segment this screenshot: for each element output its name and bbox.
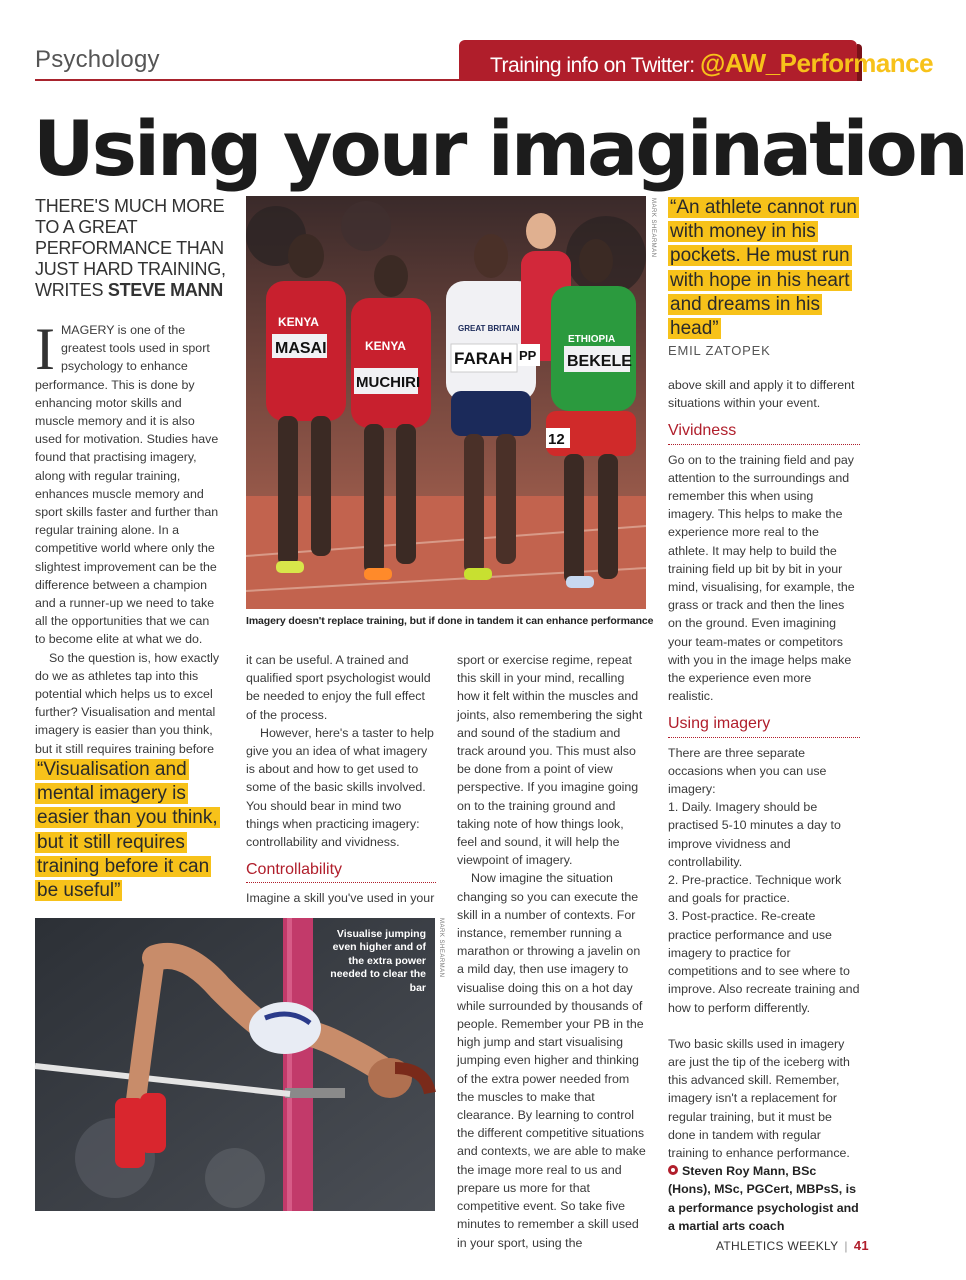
pull-quote-right (668, 196, 858, 341)
twitter-handle-link[interactable]: @AW_Performance (699, 48, 934, 78)
bib-bekele: BEKELE (567, 353, 632, 370)
col4-paragraph-3: There are three separate occasions when you can use imagery: (668, 745, 827, 797)
twitter-banner-text (490, 48, 933, 79)
col4-paragraph-1: above skill and apply it to different situations within your event. (668, 378, 855, 411)
twitter-prefix: Training info on Twitter: (490, 54, 695, 77)
footer-separator: | (844, 1239, 848, 1253)
col4-paragraph-2: Go on to the training field and pay attention to the surroundings and remember this when using imagery. This helps to make the experience more real to the athlete. It may help to build the training field up bit by bit in your mind, visualising, for example, the grass or track and then the lines on the ground. Even imagining your team-mates or competitors with you in the image helps make the experience even more realistic. (668, 452, 855, 704)
col3-paragraph-1: sport or exercise regime, repeat this skill in your mind, recalling how it felt within the muscles and joints, also remembering the sight and sound of the stadium and track around you. This must also be done from a point of view perspective. If you imagine going on to the training ground and taking note of how things look, feel and sound, it will help the viewpoint of imagery. (457, 653, 643, 868)
photo-runners-credit: MARK SHEARMAN (650, 198, 656, 258)
body-column-1 (35, 316, 220, 758)
author-bio (668, 1162, 860, 1235)
bib-pp: PP (519, 348, 537, 363)
bib-number-12: 12 (548, 431, 565, 448)
quote-author: EMIL ZATOPEK (668, 343, 771, 358)
bib-kenya-2: KENYA (365, 339, 406, 353)
col2-paragraph-3: Imagine a skill you've used in your (246, 891, 435, 906)
subhead-using-imagery: Using imagery (668, 715, 860, 737)
page-number: 41 (853, 1238, 869, 1253)
drop-cap: I (35, 316, 55, 382)
body-column-4 (668, 376, 860, 1235)
col4-list-item-1: 1. Daily. Imagery should be practised 5-10 minutes a day to improve vividness and controllability. (668, 800, 841, 869)
subhead-controllability: Controllability (246, 861, 436, 883)
col2-paragraph-1: it can be useful. A trained and qualified sport psychologist would be needed to enjoy the full effect of the process. (246, 653, 431, 722)
col2-paragraph-2: However, here's a taster to help give you an idea of what imagery is about and how to get used to some of the basic skills involved. You should bear in mind two things when practicing imagery: controllability and vividness. (246, 725, 434, 850)
pull-quote-right-text: “An athlete cannot run with money in his pockets. He must run with hope in his heart and dreams in his head” (670, 197, 857, 340)
col1-paragraph-2: So the question is, how exactly do we as athletes tap into this potential which helps us to excel further? Visualisation and mental imagery is easier than you think, but it still requires training before (35, 650, 220, 756)
runners-illustration (246, 196, 646, 609)
bib-ethiopia: ETHIOPIA (568, 334, 616, 345)
standfirst-text: THERE'S MUCH MORE TO A GREAT PERFORMANCE THAN JUST HARD TRAINING, WRITES (35, 196, 226, 300)
article-standfirst (35, 196, 240, 301)
footer-magazine: ATHLETICS WEEKLY (716, 1239, 839, 1253)
photo-runners-caption: Imagery doesn't replace training, but if done in tandem it can enhance performance (246, 615, 654, 627)
body-column-3 (457, 651, 647, 1252)
author-bio-text: Steven Roy Mann, BSc (Hons), MSc, PGCert, MBPsS, is a performance psychologist and a martial arts coach (668, 1164, 859, 1233)
header-rule (35, 79, 459, 81)
col4-list-item-2: 2. Pre-practice. Technique work and goals for practice. (668, 873, 842, 906)
photo-runners (246, 196, 646, 609)
photo-high-jump-credit: MARK SHEARMAN (438, 918, 444, 978)
body-column-2 (246, 651, 436, 908)
col3-paragraph-2: Now imagine the situation changing so you can execute the skill in a number of contexts. For instance, remember running a marathon or throwing a javelin on a mild day, then use imagery to visualise doing this on a hot day while surrounded by thousands of people. Remember your PB in the high jump and start visualising jumping even higher and thinking of the extra power needed from the muscles to make that clearance. By learning to control the different competitive situations and contexts, we are able to make the image more real to us and prepare us more for that competitive event. So take five minutes to remember a skill used in your sport, using the (457, 871, 646, 1250)
bib-farah: FARAH (454, 349, 513, 368)
bio-bullet-icon (668, 1165, 678, 1175)
bib-muchiri: MUCHIRI (356, 374, 421, 391)
col4-paragraph-4: Two basic skills used in imagery are just the tip of the iceberg with this advanced skill. Remember, imagery isn't a replacement for regular training, but it must be done in tandem with regular training to enhance performance. (668, 1036, 850, 1160)
section-label: Psychology (35, 46, 160, 73)
bib-masai: MASAI (275, 340, 327, 357)
pull-quote-left-text: “Visualisation and mental imagery is easier than you think, but it still requires training before it can be useful” (37, 759, 218, 902)
pull-quote-left (35, 758, 235, 903)
col4-list-item-3: 3. Post-practice. Re-create practice performance and use imagery to practice for competitions and to see where to improve. Also recreate training and how to perform differently. (668, 909, 860, 1015)
subhead-vividness: Vividness (668, 422, 860, 444)
col1-paragraph-1: MAGERY is one of the greatest tools used in sport psychology to enhance performance. This is done by enhancing motor skills and muscle memory and it is also used for motivation. Studies have found that practising imagery, along with regular training, enhances muscle memory and sport skills faster and further than regular training alone. In a competitive world where only the slightest improvement can be the difference between a champion and a runner-up we need to take all the opportunities that we can to become elite at what we do. (35, 323, 219, 647)
bib-kenya-1: KENYA (278, 315, 319, 329)
bib-great-britain: GREAT BRITAIN (458, 324, 520, 333)
article-headline: Using your imagination (33, 104, 966, 193)
photo-high-jump-caption: Visualise jumping even higher and of the extra power needed to clear the bar (330, 928, 426, 994)
standfirst-author: STEVE MANN (107, 280, 223, 300)
page-footer (716, 1238, 869, 1253)
